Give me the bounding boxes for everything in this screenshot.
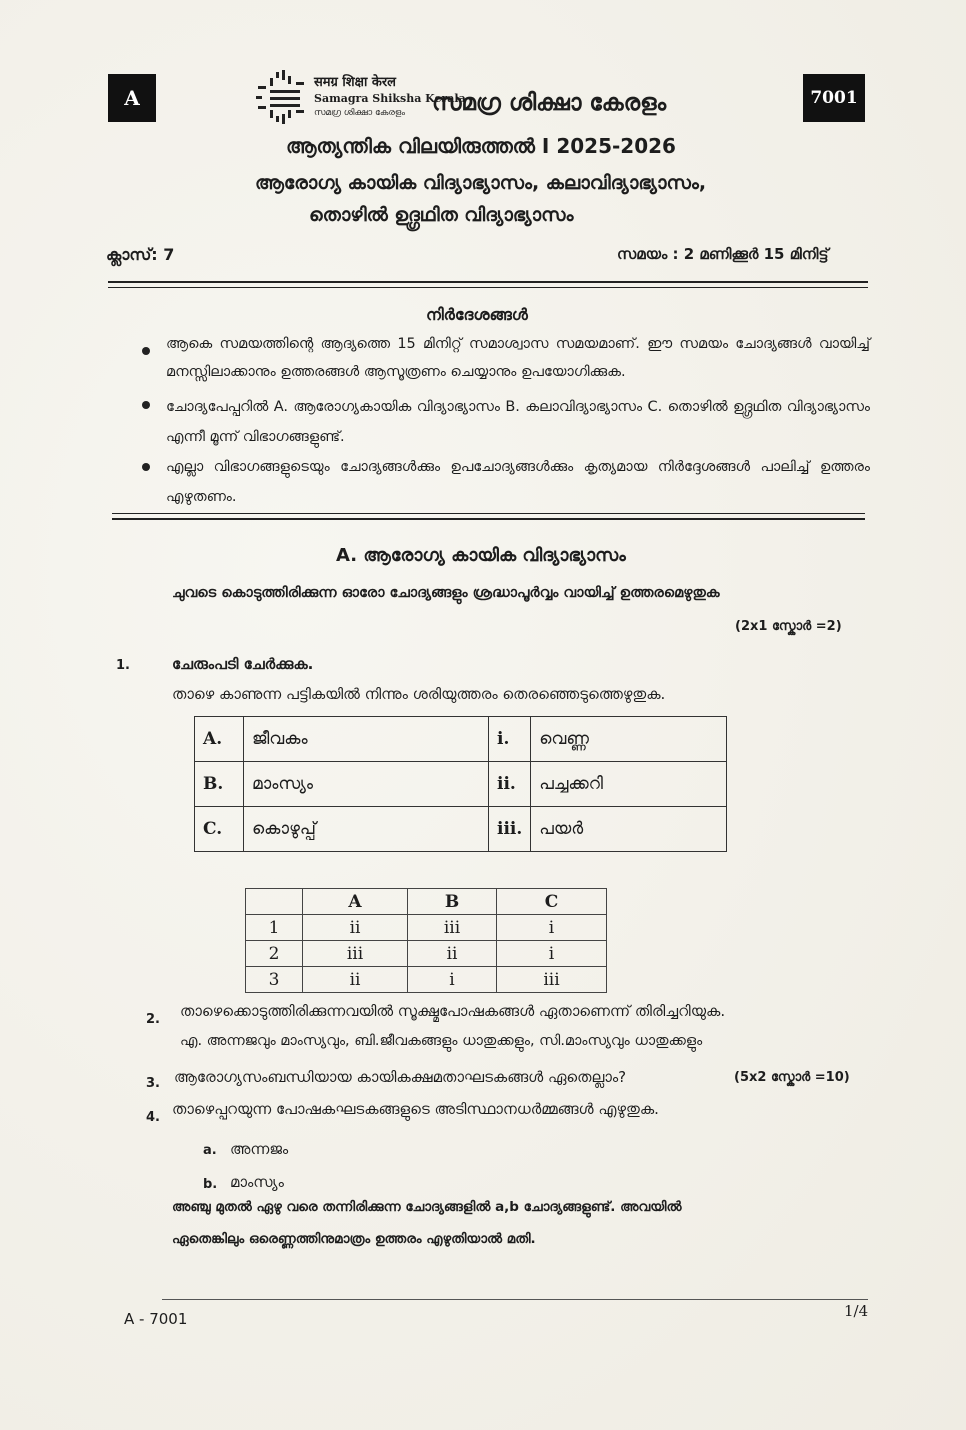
section-direction: ചുവടെ കൊടുത്തിരിക്കുന്ന ഓരോ ചോദ്യങ്ങളും ശ്രദ്ധാപൂർവ്വം വായിച്ച് ഉത്തരമെഴുതുക <box>172 585 720 601</box>
match-right-label: iii. <box>489 807 531 852</box>
exam-title: ആത്യന്തിക വിലയിരുത്തൽ I 2025-2026 <box>286 134 676 158</box>
options-row <box>246 915 607 941</box>
q4-sub-label: b. <box>203 1177 218 1192</box>
options-cell: ii <box>303 915 408 941</box>
match-left-label: A. <box>195 717 244 762</box>
logo-mark-icon <box>256 70 308 124</box>
paper-code-box <box>803 74 865 122</box>
q3-text: ആരോഗ്യസംബന്ധിയായ കായികക്ഷമതാഘടകങ്ങൾ ഏതെല്ലാം? <box>174 1068 627 1086</box>
bullet-3 <box>142 463 150 471</box>
match-right-label: ii. <box>489 762 531 807</box>
options-header-cell: A <box>303 889 408 915</box>
logo-line-2: Samagra Shiksha Kerala <box>314 92 466 105</box>
match-item: മാംസ്യം <box>244 762 489 807</box>
q2-number: 2. <box>146 1012 160 1027</box>
match-item: ജീവകം <box>244 717 489 762</box>
section-title: A. ആരോഗ്യ കായിക വിദ്യാഭ്യാസം <box>336 545 626 566</box>
options-cell: i <box>408 967 497 993</box>
q4-text: താഴെപ്പറയുന്ന പോഷകഘടകങ്ങളുടെ അടിസ്ഥാനധർമ്മങ്ങൾ എഴുതുക. <box>172 1100 659 1118</box>
section-score: (2x1 സ്കോർ =2) <box>735 619 842 634</box>
q1-text: ചേരുംപടി ചേർക്കുക. <box>172 655 314 673</box>
match-answer: പച്ചക്കറി <box>531 762 727 807</box>
q1-number: 1. <box>116 658 130 673</box>
class-label: ക്ലാസ്: 7 <box>106 245 175 264</box>
subjects-line-2: തൊഴിൽ ഉദ്ഗ്രഥിത വിദ്യാഭ്യാസം <box>309 204 574 226</box>
version-box <box>108 74 156 122</box>
subjects-line-1: ആരോഗ്യ കായിക വിദ്യാഭ്യാസം, കലാവിദ്യാഭ്യാസം, <box>255 172 707 194</box>
instructions-rule-bottom <box>112 518 865 520</box>
options-cell: ii <box>303 967 408 993</box>
instruction-2: ചോദ്യപേപ്പറിൽ A. ആരോഗ്യകായിക വിദ്യാഭ്യാസം B. കലാവിദ്യാഭ്യാസം C. തൊഴിൽ ഉദ്ഗ്രഥിത വിദ്യാഭ്യാസം എന്നീ മൂന്ന് വിഭാഗങ്ങളുണ്ട്. <box>166 399 870 445</box>
options-cell: i <box>497 915 607 941</box>
match-row <box>195 762 727 807</box>
options-header-cell: B <box>408 889 497 915</box>
options-cell: iii <box>303 941 408 967</box>
q4-number: 4. <box>146 1110 160 1125</box>
options-row <box>246 967 607 993</box>
instruction-1: ആകെ സമയത്തിന്റെ ആദ്യത്തെ 15 മിനിറ്റ് സമാശ്വാസ സമയമാണ്. ഈ സമയം ചോദ്യങ്ങൾ വായിച്ച് മനസ്സിലാക്കാനും ഉത്തരങ്ങൾ ആസൂത്രണം ചെയ്യാനും ഉപയോഗിക്കുക. <box>166 336 870 380</box>
options-cell: iii <box>497 967 607 993</box>
match-row <box>195 717 727 762</box>
q3-score: (5x2 സ്കോർ =10) <box>734 1070 850 1085</box>
paper-code: 7001 <box>810 88 858 108</box>
q3-number: 3. <box>146 1076 160 1091</box>
q2-text: താഴെക്കൊടുത്തിരിക്കുന്നവയിൽ സൂക്ഷ്മപോഷകങ്ങൾ ഏതാണെന്ന് തിരിച്ചറിയുക. <box>180 1002 726 1020</box>
q1-subtext: താഴെ കാണുന്ന പട്ടികയിൽ നിന്നും ശരിയുത്തരം തെരഞ്ഞെടുത്തെഴുതുക. <box>172 685 666 703</box>
options-header-row <box>246 889 607 915</box>
instructions-rule-top <box>112 513 865 514</box>
options-header-cell: C <box>497 889 607 915</box>
instructions-heading: നിർദേശങ്ങൾ <box>426 305 528 324</box>
bullet-2 <box>142 401 150 409</box>
instruction-3: എല്ലാ വിഭാഗങ്ങളുടെയും ചോദ്യങ്ങൾക്കും ഉപചോദ്യങ്ങൾക്കും കൃത്യമായ നിർദ്ദേശങ്ങൾ പാലിച്ച് ഉത്തരം എഴുതണം. <box>166 459 870 505</box>
header-rule-bottom <box>108 287 868 288</box>
match-left-label: B. <box>195 762 244 807</box>
match-item: കൊഴുപ്പ് <box>244 807 489 852</box>
note-line-2: ഏതെങ്കിലും ഒരെണ്ണത്തിനുമാത്രം ഉത്തരം എഴുതിയാൽ മതി. <box>172 1231 536 1247</box>
options-cell: 3 <box>246 967 303 993</box>
bullet-1 <box>142 347 150 355</box>
q4-sub-text: മാംസ്യം <box>230 1173 284 1191</box>
match-table <box>194 716 727 852</box>
footer-code: A - 7001 <box>124 1310 188 1328</box>
options-table <box>245 888 607 993</box>
q4-sub-text: അന്നജം <box>230 1140 289 1158</box>
note-line-1: അഞ്ചു മുതൽ ഏഴു വരെ തന്നിരിക്കുന്ന ചോദ്യങ്ങളിൽ a,b ചോദ്യങ്ങളുണ്ട്. അവയിൽ <box>172 1199 682 1215</box>
match-left-label: C. <box>195 807 244 852</box>
header-rule-top <box>108 281 868 283</box>
footer-rule <box>162 1299 868 1300</box>
logo-line-1: समग्र शिक्षा केरल <box>314 75 396 90</box>
samagra-logo <box>256 70 466 126</box>
options-row <box>246 941 607 967</box>
options-cell: ii <box>408 941 497 967</box>
footer-page: 1/4 <box>844 1302 869 1320</box>
match-answer: പയർ <box>531 807 727 852</box>
version-label: A <box>124 86 140 110</box>
options-header-cell <box>246 889 303 915</box>
q4-sub-label: a. <box>203 1143 217 1158</box>
options-cell: iii <box>408 915 497 941</box>
q2-options: എ. അന്നജവും മാംസ്യവും, ബി.ജീവകങ്ങളും ധാതുക്കളും, സി.മാംസ്യവും ധാതുക്കളും <box>180 1033 703 1049</box>
match-right-label: i. <box>489 717 531 762</box>
match-row <box>195 807 727 852</box>
match-answer: വെണ്ണ <box>531 717 727 762</box>
logo-line-3: സമഗ്ര ശിക്ഷാ കേരളം <box>314 108 406 118</box>
time-label: സമയം : 2 മണിക്കൂർ 15 മിനിട്ട് <box>617 245 829 263</box>
options-cell: i <box>497 941 607 967</box>
org-name: സമഗ്ര ശിക്ഷാ കേരളം <box>432 90 667 116</box>
options-cell: 1 <box>246 915 303 941</box>
options-cell: 2 <box>246 941 303 967</box>
